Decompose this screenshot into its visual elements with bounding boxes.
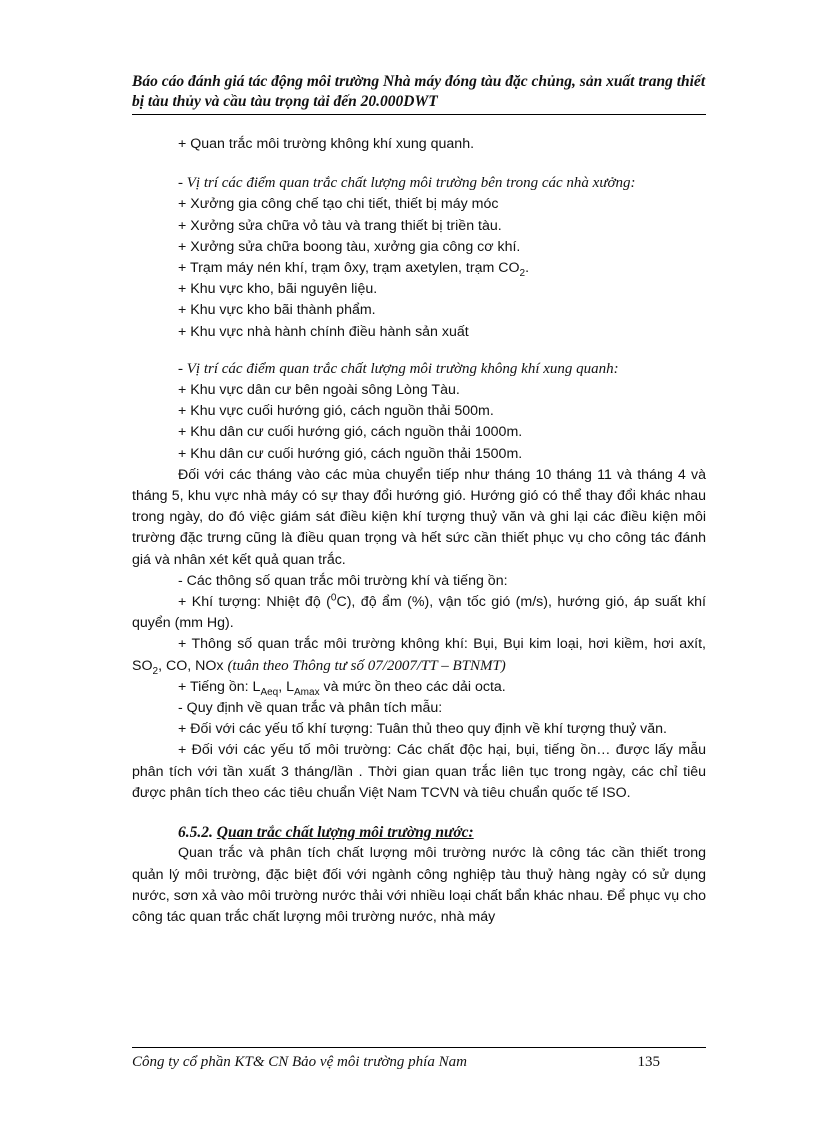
indoor-item-co2: + Trạm máy nén khí, trạm ôxy, trạm axetylen, trạm $CO_2$.	[178, 260, 530, 279]
section-title: Quan trắc chất lượng môi trường nước:	[216, 824, 474, 842]
section-heading	[132, 822, 706, 843]
noise-params: + Tiếng ồn: $L_{Aeq}$, $L_{Amax}$ và mức ồn theo các dải octa.	[178, 678, 506, 698]
page-footer	[132, 1047, 706, 1071]
indoor-item: + Xưởng gia công chế tạo chi tiết, thiết bị máy móc	[178, 196, 499, 213]
indoor-item: + Khu vực nhà hành chính điều hành sản xuất	[178, 323, 469, 340]
footer-company: Công ty cổ phần KT& CN Bảo vệ môi trường phía Nam	[132, 1054, 467, 1070]
ambient-item: + Khu dân cư cuối hướng gió, cách nguồn thải 1500m.	[178, 445, 523, 462]
section-number: 6.5.2.	[178, 824, 217, 842]
ambient-item: + Khu vực cuối hướng gió, cách nguồn thải 500m.	[178, 403, 494, 420]
page-header: Báo cáo đánh giá tác động môi trường Nhà máy đóng tàu đặc chủng, sản xuất trang thiết bị tàu thủy và cầu tàu trọng tải đến 20.000DWT	[132, 72, 706, 115]
water-paragraph: Quan trắc và phân tích chất lượng môi trường nước là công tác cần thiết trong quản lý môi trường, đặc biệt đối với ngành công nghiệp tàu thuỷ hàng ngày có sử dụng nước, sơn xả vào môi trường nước thải với nhiều loại chất bẩn khác nhau. Để phục vụ cho công tác quan trắc chất lượng môi trường nước, nhà máy	[132, 845, 706, 925]
rule-meteo: + Đối với các yếu tố khí tượng: Tuân thủ theo quy định về khí tượng thuỷ văn.	[178, 721, 667, 738]
meteo-params: + Khí tượng: Nhiệt độ ($^0$C), độ ẩm (%), vận tốc gió (m/s), hướng gió, áp suất khí quyển (mm Hg).	[132, 592, 706, 632]
ambient-item: + Khu vực dân cư bên ngoài sông Lòng Tàu.	[178, 382, 460, 399]
rules-heading: - Quy định về quan trắc và phân tích mẫu:	[178, 700, 443, 717]
indoor-item: + Khu vực kho, bãi nguyên liệu.	[178, 281, 378, 298]
rule-environment: + Đối với các yếu tố môi trường: Các chất độc hại, bụi, tiếng ồn… được lấy mẫu phân tích với tần xuất 3 tháng/lần . Thời gian quan trắc liên tục trong ngày, các chỉ tiêu được phân tích theo các tiêu chuẩn Việt Nam TCVN và tiêu chuẩn quốc tế ISO.	[132, 742, 706, 801]
regulation-reference: (tuân theo Thông tư số 07/2007/TT – BTNMT)	[227, 657, 506, 674]
page-number: 135	[637, 1054, 660, 1070]
page-content	[132, 134, 706, 928]
indoor-item: + Xưởng sửa chữa vỏ tàu và trang thiết bị triền tàu.	[178, 217, 502, 234]
ambient-heading: - Vị trí các điểm quan trắc chất lượng môi trường không khí xung quanh:	[178, 360, 619, 377]
air-params: + Thông số quan trắc môi trường không khí: Bụi, Bụi kim loại, hơi kiềm, hơi axít, $SO_2$, CO, NOx (tuân theo Thông tư số 07/2007/TT – BTNMT)	[132, 636, 706, 677]
wind-paragraph: Đối với các tháng vào các mùa chuyển tiếp như tháng 10 tháng 11 và tháng 4 và tháng 5, khu vực nhà máy có sự thay đổi hướng gió. Hướng gió có thể thay đổi khác nhau trong ngày, do đó việc giám sát điều kiện khí tượng thuỷ văn và ghi lại các điều kiện môi trường đặc trưng cũng là điều quan trọng và hết sức cần thiết phục vụ cho công tác đánh giá và nhân xét kết quả quan trắc.	[132, 466, 706, 568]
indoor-item: + Khu vực kho bãi thành phẩm.	[178, 302, 376, 319]
indoor-item: + Xưởng sửa chữa boong tàu, xưởng gia công cơ khí.	[178, 238, 521, 255]
params-heading: - Các thông số quan trắc môi trường khí và tiếng ồn:	[178, 572, 508, 589]
ambient-item: + Khu dân cư cuối hướng gió, cách nguồn thải 1000m.	[178, 424, 523, 441]
ambient-monitoring-line: + Quan trắc môi trường không khí xung quanh.	[178, 136, 475, 152]
indoor-heading: - Vị trí các điểm quan trắc chất lượng môi trường bên trong các nhà xưởng:	[178, 175, 636, 192]
